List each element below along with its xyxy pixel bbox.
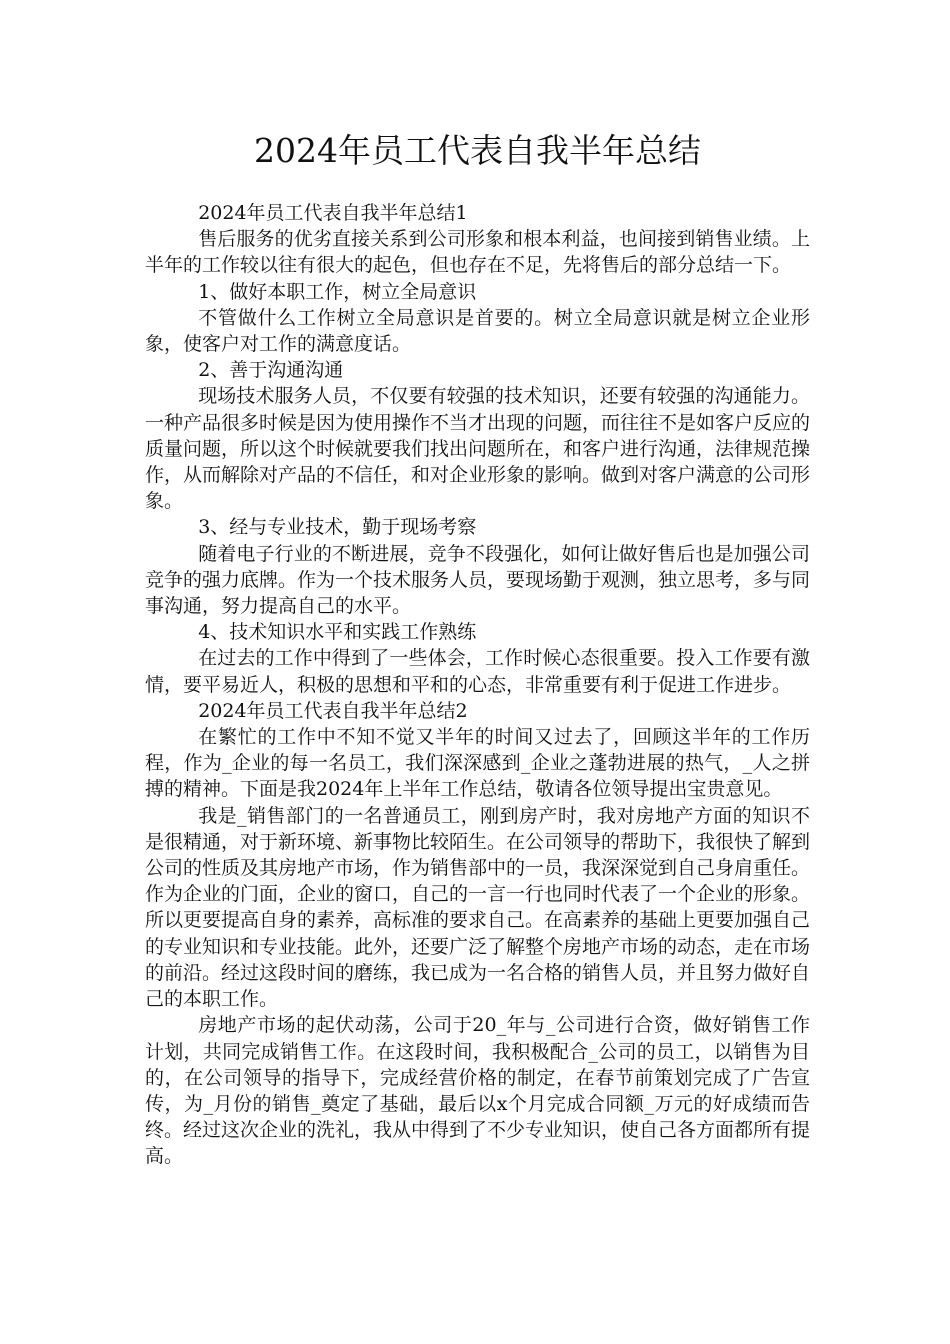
subheading: 2、善于沟通沟通: [198, 359, 344, 382]
paragraph: 现场技术服务人员，不仅要有较强的技术知识，还要有较强的沟通能力。一种产品很多时候是因为使用操作不当才出现的问题，而往往不是如客户反应的质量问题，所以这个时候就要我们找出问题所在，和客户进行沟通，法律规范操作，从而解除对产品的不信任，和对企业形象的影响。做到对客户满意的公司形象。: [145, 385, 811, 513]
paragraph: 不管做什么工作树立全局意识是首要的。树立全局意识就是树立企业形象，使客户对工作的满意度话。: [145, 306, 810, 356]
subheading: 3、经与专业技术，勤于现场考察: [198, 516, 477, 539]
section-heading: 2024年员工代表自我半年总结2: [198, 699, 468, 722]
paragraph: 售后服务的优劣直接关系到公司形象和根本利益，也间接到销售业绩。上半年的工作较以往有很大的起色，但也存在不足，先将售后的部分总结一下。: [145, 228, 810, 277]
paragraph: 我是_销售部门的一名普通员工，刚到房产时，我对房地产方面的知识不是很精通，对于新环境、新事物比较陌生。在公司领导的帮助下，我很快了解到公司的性质及其房地产市场，作为销售部中的一员，我深深觉到自己身肩重任。作为企业的门面，企业的窗口，自己的一言一行也同时代表了一个企业的形象。所以更要提高自身的素养，高标准的要求自己。在高素养的基础上更要加强自己的专业知识和专业技能。此外，还要广泛了解整个房地产市场的动态，走在市场的前沿。经过这段时间的磨练，我已成为一名合格的销售人员，并且努力做好自己的本职工作。: [145, 804, 811, 1011]
subheading: 4、技术知识水平和实践工作熟练: [198, 621, 477, 644]
subheading: 1、做好本职工作，树立全局意识: [198, 280, 477, 303]
paragraph: 在繁忙的工作中不知不觉又半年的时间又过去了，回顾这半年的工作历程，作为_企业的每一名员工，我们深深感到_企业之蓬勃进展的热气，_人之拼搏的精神。下面是我2024年上半年工作总结，敬请各位领导提出宝贵意见。: [145, 726, 810, 801]
document-body: [145, 200, 810, 1170]
paragraph: 在过去的工作中得到了一些体会，工作时候心态很重要。投入工作要有激情，要平易近人，积极的思想和平和的心态，非常重要有利于促进工作进步。: [145, 647, 810, 696]
paragraph: 房地产市场的起伏动荡，公司于20_年与_公司进行合资，做好销售工作计划，共同完成销售工作。在这段时间，我积极配合_公司的员工，以销售为目的，在公司领导的指导下，完成经营价格的制定，在春节前策划完成了广告宣传，为_月份的销售_奠定了基础，最后以x个月完成合同额_万元的好成绩而告终。经过这次企业的洗礼，我从中得到了不少专业知识，使自己各方面都所有提高。: [145, 1014, 811, 1168]
paragraph: 随着电子行业的不断进展，竞争不段强化，如何让做好售后也是加强公司竞争的强力底牌。作为一个技术服务人员，要现场勤于观测，独立思考，多与同事沟通，努力提高自己的水平。: [145, 542, 811, 618]
section-heading: 2024年员工代表自我半年总结1: [198, 202, 468, 224]
document-title: 2024年员工代表自我半年总结: [254, 131, 701, 170]
